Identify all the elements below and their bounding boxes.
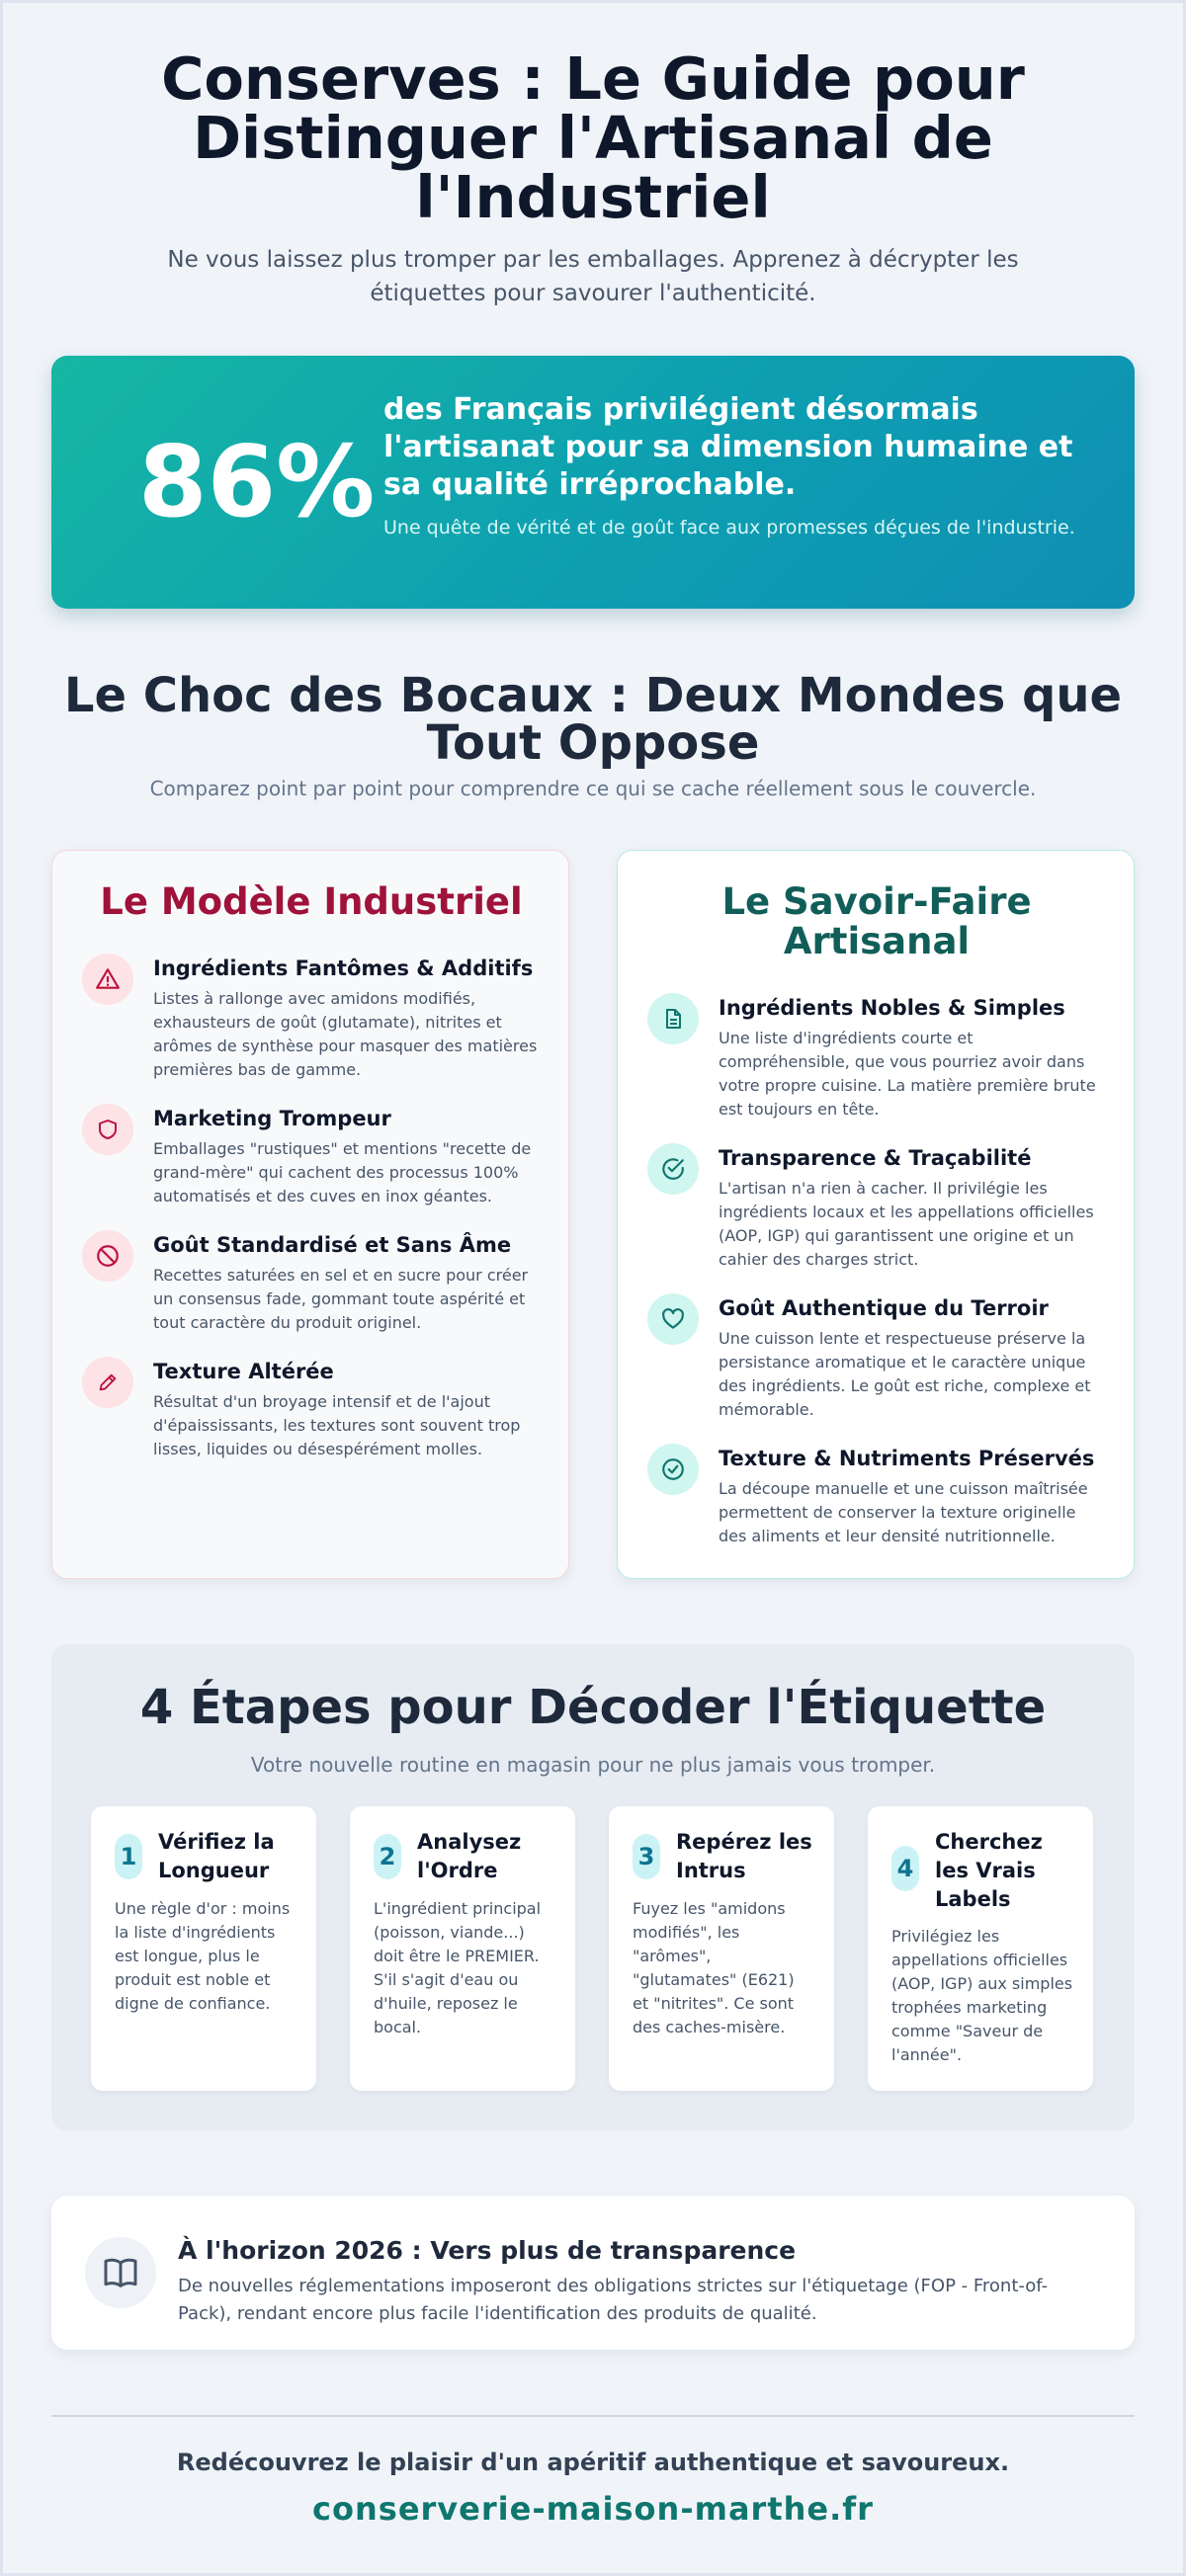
step-number: 4 — [891, 1846, 919, 1891]
step-text: L'ingrédient principal (poisson, viande...) doit être le PREMIER. S'il s'agit d'eau ou d'huile, reposez le bocal. — [374, 1899, 542, 2036]
industrial-item-text: Résultat d'un broyage intensif et de l'ajout d'épaississants, les textures sont souvent trop lisses, liquides ou désespérément molles. — [153, 1392, 521, 1458]
check-circle-icon — [647, 1143, 699, 1195]
step-title: Repérez les Intrus — [676, 1830, 812, 1882]
step-title: Cherchez les Vrais Labels — [935, 1830, 1043, 1911]
artisanal-item-text: Une cuisson lente et respectueuse préserve la persistance aromatique et le caractère unique des ingrédients. Le goût est riche, complexe et mémorable. — [719, 1329, 1091, 1419]
footer-tagline: Redécouvrez le plaisir d'un apéritif authentique et savoureux. — [176, 2449, 1010, 2476]
step-card — [91, 1806, 316, 2091]
step-title: Analysez l'Ordre — [417, 1830, 522, 1882]
steps-title: 4 Étapes pour Décoder l'Étiquette — [139, 1680, 1047, 1735]
artisanal-item-text: La découpe manuelle et une cuisson maîtrisée permettent de conserver la texture originelle des aliments et leur densité nutritionnelle. — [719, 1479, 1088, 1545]
steps-section — [51, 1644, 1135, 2130]
step-text: Privilégiez les appellations officielles (AOP, IGP) aux simples trophées marketing comme "Saveur de l'année". — [891, 1927, 1073, 2064]
page-subtitle: Ne vous laissez plus tromper par les emballages. Apprenez à décrypter les étiquettes pour savourer l'authenticité. — [167, 247, 1019, 306]
check-badge-icon — [647, 1444, 699, 1495]
stat-note: Une quête de vérité et de goût face aux promesses déçues de l'industrie. — [383, 517, 1075, 539]
step-number: 2 — [374, 1834, 401, 1879]
artisanal-item-text: L'artisan n'a rien à cacher. Il privilégie les ingrédients locaux et les appellations officielles (AOP, IGP) qui garantissent une origine et un cahier des charges strict. — [719, 1179, 1094, 1269]
industrial-item-title: Goût Standardisé et Sans Âme — [153, 1233, 512, 1257]
horizon-text: De nouvelles réglementations imposeront des obligations strictes sur l'étiquetage (FOP - Front-of-Pack), rendant encore plus facile l'identification des produits de qualité. — [178, 2276, 1049, 2324]
page-title: Conserves : Le Guide pour Distinguer l'Artisanal de l'Industriel — [161, 44, 1025, 231]
artisanal-item-title: Ingrédients Nobles & Simples — [719, 996, 1065, 1020]
artisanal-card — [617, 850, 1135, 1579]
industrial-item-text: Recettes saturées en sel et en sucre pour créer un consensus fade, gommant toute aspérité et tout caractère du produit originel. — [153, 1266, 529, 1332]
step-card — [609, 1806, 834, 2091]
artisanal-item-title: Texture & Nutriments Préservés — [719, 1447, 1095, 1470]
steps-subtitle: Votre nouvelle routine en magasin pour ne plus jamais vous tromper. — [250, 1753, 936, 1777]
step-card — [350, 1806, 575, 2091]
warning-icon — [82, 954, 133, 1005]
industrial-item-title: Ingrédients Fantômes & Additifs — [153, 956, 534, 980]
step-title: Vérifiez la Longueur — [158, 1830, 275, 1882]
shield-icon — [82, 1104, 133, 1155]
artisanal-card-title: Le Savoir-Faire Artisanal — [721, 880, 1032, 962]
artisanal-item-title: Goût Authentique du Terroir — [719, 1296, 1049, 1320]
book-open-icon — [85, 2237, 156, 2308]
horizon-card — [51, 2196, 1135, 2350]
stat-value: 86% — [138, 424, 376, 540]
industrial-card — [51, 850, 569, 1579]
comparison-subtitle: Comparez point par point pour comprendre ce qui se cache réellement sous le couvercle. — [149, 777, 1037, 800]
step-card — [868, 1806, 1093, 2091]
step-number: 1 — [115, 1834, 142, 1879]
artisanal-item-text: Une liste d'ingrédients courte et compréhensible, que vous pourriez avoir dans votre propre cuisine. La matière première brute est toujours en tête. — [719, 1029, 1096, 1119]
industrial-card-title: Le Modèle Industriel — [100, 880, 523, 923]
document-icon — [647, 993, 699, 1044]
step-number: 3 — [633, 1834, 660, 1879]
step-text: Une règle d'or : moins la liste d'ingrédients est longue, plus le produit est noble et digne de confiance. — [115, 1899, 291, 2013]
horizon-title: À l'horizon 2026 : Vers plus de transparence — [178, 2236, 797, 2265]
ban-icon — [82, 1230, 133, 1282]
footer-divider — [51, 2415, 1135, 2417]
comparison-title: Le Choc des Bocaux : Deux Mondes que Tout Oppose — [63, 668, 1123, 771]
heart-icon — [647, 1293, 699, 1345]
footer-url-link[interactable]: conserverie-maison-marthe.fr — [312, 2490, 874, 2528]
industrial-item-title: Texture Altérée — [153, 1360, 334, 1383]
industrial-item-text: Emballages "rustiques" et mentions "recette de grand-mère" qui cachent des processus 100% automatisés et des cuves en inox géantes. — [153, 1139, 532, 1205]
industrial-item-title: Marketing Trompeur — [153, 1107, 391, 1130]
stat-banner — [51, 356, 1135, 609]
pencil-icon — [82, 1357, 133, 1408]
artisanal-item-title: Transparence & Traçabilité — [719, 1146, 1032, 1170]
step-text: Fuyez les "amidons modifiés", les "arômes", "glutamates" (E621) et "nitrites". Ce sont des caches-misère. — [633, 1899, 795, 2036]
stat-headline: des Français privilégient désormais l'artisanat pour sa dimension humaine et sa qualité irréprochable. — [383, 392, 1073, 502]
industrial-item-text: Listes à rallonge avec amidons modifiés, exhausteurs de goût (glutamate), nitrites et arômes de synthèse pour masquer des matières premières bas de gamme. — [153, 989, 538, 1079]
